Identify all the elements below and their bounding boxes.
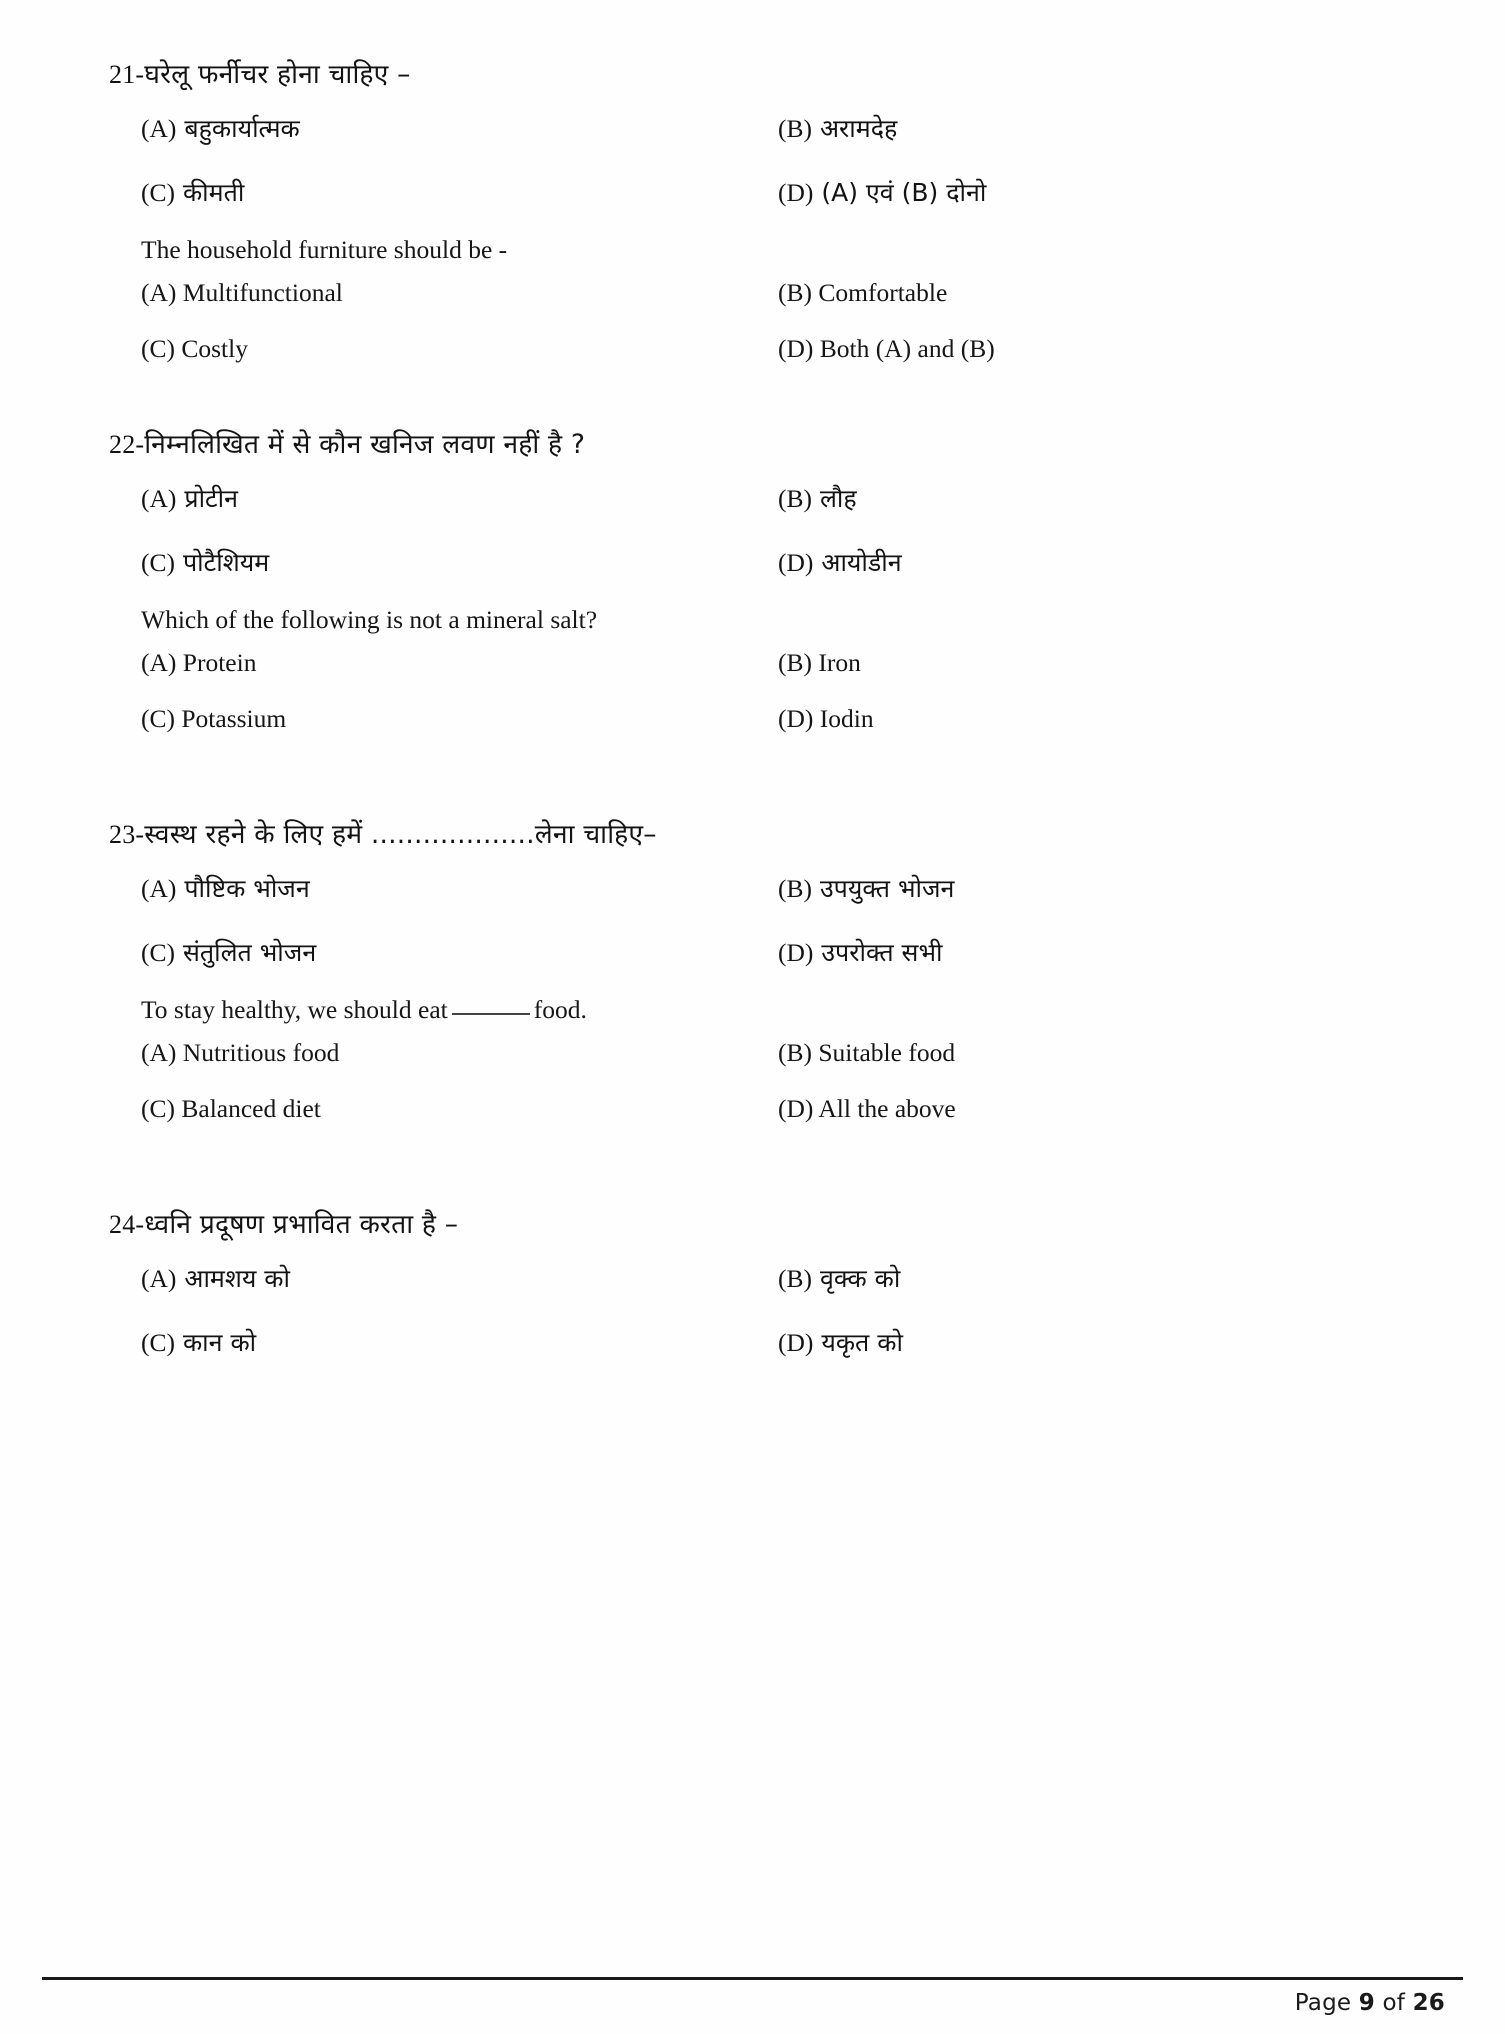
option-text-c: Balanced diet (181, 1094, 321, 1123)
option-label-a: (A) (141, 484, 177, 513)
option-24-hi-c[interactable] (141, 1311, 778, 1375)
question-block-23 (105, 815, 1415, 1137)
question-block-22 (105, 425, 1415, 747)
option-text-a: पौष्टिक भोजन (184, 874, 310, 903)
option-21-en-b[interactable] (778, 265, 1415, 321)
option-23-en-c[interactable] (141, 1081, 778, 1137)
option-text-c: Costly (181, 334, 248, 363)
option-row-cd (141, 321, 1415, 377)
option-text-d: उपरोक्त सभी (821, 938, 943, 967)
option-label-b: (B) (778, 1038, 812, 1067)
option-text-b: Comfortable (818, 278, 948, 307)
question-block-24 (105, 1205, 1415, 1375)
option-23-hi-b[interactable] (778, 857, 1415, 921)
option-23-hi-d[interactable] (778, 921, 1415, 985)
option-row-cd (141, 161, 1415, 225)
option-row-cd (141, 1081, 1415, 1137)
option-23-en-d[interactable] (778, 1081, 1415, 1137)
option-21-en-a[interactable] (141, 265, 778, 321)
footer-total-pages: 26 (1412, 1990, 1445, 2016)
option-label-a: (A) (141, 1038, 177, 1067)
option-label-a: (A) (141, 114, 177, 143)
option-22-en-d[interactable] (778, 691, 1415, 747)
option-label-a: (A) (141, 278, 177, 307)
option-text-a: प्रोटीन (184, 484, 239, 513)
option-row-cd (141, 921, 1415, 985)
option-row-ab (141, 635, 1415, 691)
option-label-a: (A) (141, 648, 177, 677)
option-label-c: (C) (141, 704, 175, 733)
question-24-options-hindi (105, 1247, 1415, 1375)
page-footer (42, 1977, 1463, 2016)
question-21-number: 21- (109, 60, 145, 89)
question-21-options-hindi (105, 97, 1415, 225)
option-label-d: (D) (778, 1094, 814, 1123)
question-23-options-english (105, 1025, 1415, 1137)
option-label-c: (C) (141, 938, 175, 967)
option-text-a: Multifunctional (182, 278, 343, 307)
question-24-stem-hindi-text: ध्वनि प्रदूषण प्रभावित करता है – (144, 1209, 459, 1240)
option-23-hi-a[interactable] (141, 857, 778, 921)
option-row-cd (141, 1311, 1415, 1375)
option-label-c: (C) (141, 334, 175, 363)
fill-in-blank (452, 1013, 530, 1015)
question-21-options-english (105, 265, 1415, 377)
question-21-stem-english: The household furniture should be - (141, 235, 508, 264)
option-text-d: आयोडीन (821, 548, 902, 577)
option-label-b: (B) (778, 278, 812, 307)
option-text-d: Iodin (819, 704, 874, 733)
option-text-d: Both (A) and (B) (819, 334, 995, 363)
option-24-hi-b[interactable] (778, 1247, 1415, 1311)
option-label-b: (B) (778, 484, 812, 513)
spacer (105, 1159, 1415, 1205)
option-24-hi-a[interactable] (141, 1247, 778, 1311)
option-label-d: (D) (778, 1328, 814, 1357)
question-22-options-hindi (105, 467, 1415, 595)
option-row-ab (141, 265, 1415, 321)
option-22-en-c[interactable] (141, 691, 778, 747)
option-text-a: आमशय को (184, 1264, 290, 1293)
option-text-c: संतुलित भोजन (182, 938, 317, 967)
option-label-d: (D) (778, 178, 814, 207)
page-number-indicator (42, 1980, 1463, 2016)
option-row-ab (141, 97, 1415, 161)
question-21-stem-hindi (105, 55, 1415, 91)
option-row-ab (141, 857, 1415, 921)
option-text-a: Nutritious food (182, 1038, 340, 1067)
option-22-hi-d[interactable] (778, 531, 1415, 595)
question-22-options-english (105, 635, 1415, 747)
option-label-c: (C) (141, 548, 175, 577)
question-23-stem-english (105, 995, 1415, 1025)
option-label-b: (B) (778, 874, 812, 903)
spacer (105, 769, 1415, 815)
spacer (105, 225, 1415, 235)
option-label-a: (A) (141, 874, 177, 903)
option-label-c: (C) (141, 1328, 175, 1357)
option-label-d: (D) (778, 548, 814, 577)
option-text-b: अरामदेह (819, 114, 898, 143)
option-label-a: (A) (141, 1264, 177, 1293)
option-row-ab (141, 467, 1415, 531)
option-row-ab (141, 1247, 1415, 1311)
question-24-number: 24- (109, 1210, 145, 1239)
option-label-d: (D) (778, 704, 814, 733)
option-21-hi-c[interactable] (141, 161, 778, 225)
question-21-stem-hindi-text: घरेलू फर्नीचर होना चाहिए – (144, 59, 411, 90)
option-row-cd (141, 691, 1415, 747)
option-text-c: Potassium (181, 704, 287, 733)
question-23-stem-english-before: To stay healthy, we should eat (141, 995, 448, 1024)
option-text-c: कान को (182, 1328, 257, 1357)
question-block-21 (105, 55, 1415, 377)
spacer (105, 595, 1415, 605)
question-23-stem-hindi-text: स्वस्थ रहने के लिए हमें ...................लेना चाहिए– (144, 819, 657, 850)
option-text-b: Suitable food (818, 1038, 956, 1067)
spacer (105, 985, 1415, 995)
option-label-b: (B) (778, 1264, 812, 1293)
option-label-b: (B) (778, 114, 812, 143)
question-23-number: 23- (109, 820, 145, 849)
question-22-stem-english: Which of the following is not a mineral salt? (141, 605, 598, 634)
option-label-c: (C) (141, 178, 175, 207)
option-22-en-b[interactable] (778, 635, 1415, 691)
option-row-ab (141, 1025, 1415, 1081)
option-text-d: (A) एवं (B) दोनो (821, 178, 987, 207)
footer-middle: of (1382, 1990, 1406, 2016)
footer-prefix: Page (1294, 1990, 1352, 2016)
option-23-hi-c[interactable] (141, 921, 778, 985)
option-23-en-a[interactable] (141, 1025, 778, 1081)
spacer (105, 399, 1415, 425)
option-text-c: कीमती (182, 178, 245, 207)
option-label-d: (D) (778, 334, 814, 363)
option-24-hi-d[interactable] (778, 1311, 1415, 1375)
option-text-d: यकृत को (821, 1328, 903, 1357)
question-23-stem-hindi (105, 815, 1415, 851)
question-24-stem-hindi (105, 1205, 1415, 1241)
option-23-en-b[interactable] (778, 1025, 1415, 1081)
option-21-en-d[interactable] (778, 321, 1415, 377)
option-22-hi-c[interactable] (141, 531, 778, 595)
option-text-b: वृक्क को (819, 1264, 901, 1293)
question-23-options-hindi (105, 857, 1415, 985)
option-text-c: पोटैशियम (182, 548, 270, 577)
option-21-hi-d[interactable] (778, 161, 1415, 225)
option-label-c: (C) (141, 1094, 175, 1123)
option-22-hi-b[interactable] (778, 467, 1415, 531)
option-text-b: उपयुक्त भोजन (819, 874, 955, 903)
option-21-hi-b[interactable] (778, 97, 1415, 161)
footer-current-page: 9 (1358, 1990, 1375, 2016)
option-label-d: (D) (778, 938, 814, 967)
option-text-b: Iron (818, 648, 861, 677)
option-label-b: (B) (778, 648, 812, 677)
question-22-number: 22- (109, 430, 145, 459)
question-22-stem-hindi-text: निम्नलिखित में से कौन खनिज लवण नहीं है ? (144, 429, 586, 460)
option-text-a: Protein (182, 648, 257, 677)
option-22-hi-a[interactable] (141, 467, 778, 531)
option-21-en-c[interactable] (141, 321, 778, 377)
option-22-en-a[interactable] (141, 635, 778, 691)
option-row-cd (141, 531, 1415, 595)
option-text-b: लौह (819, 484, 857, 513)
question-22-stem-hindi (105, 425, 1415, 461)
question-23-stem-english-after: food. (533, 995, 587, 1024)
option-text-a: बहुकार्यात्मक (184, 114, 300, 143)
option-21-hi-a[interactable] (141, 97, 778, 161)
option-text-d: All the above (818, 1094, 956, 1123)
